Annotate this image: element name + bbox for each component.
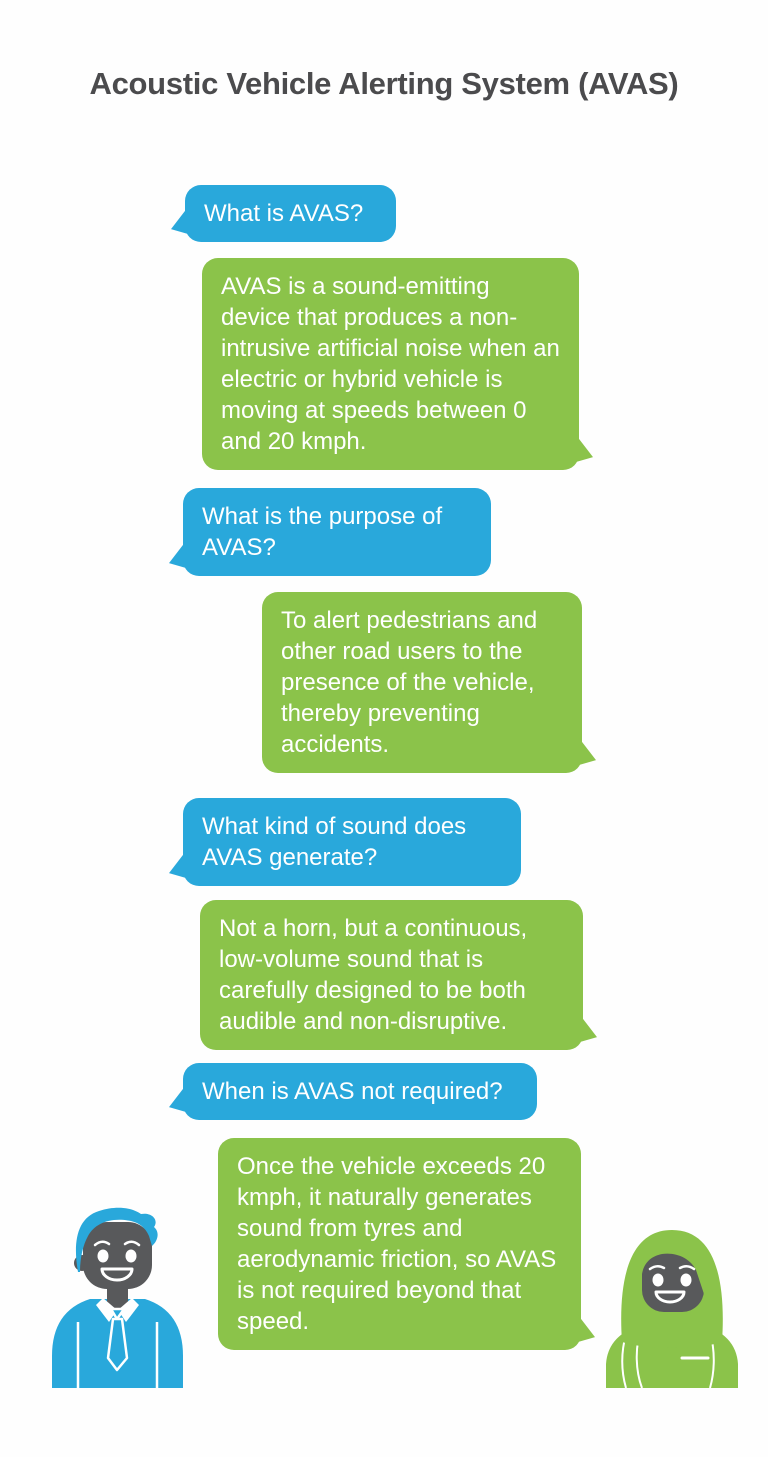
woman-avatar-icon: [598, 1222, 746, 1388]
answer-bubble-1: AVAS is a sound-emitting device that produces a non-intrusive artificial noise when an electric or hybrid vehicle is moving at speeds between 0 and 20 kmph.: [202, 258, 579, 470]
man-avatar-icon: [45, 1206, 190, 1388]
answer-bubble-2: To alert pedestrians and other road users to the presence of the vehicle, thereby preventing accidents.: [262, 592, 582, 773]
question-bubble-4: When is AVAS not required?: [183, 1063, 537, 1120]
question-bubble-2: What is the purpose of AVAS?: [183, 488, 491, 576]
page-title: Acoustic Vehicle Alerting System (AVAS): [89, 66, 679, 101]
answer-bubble-3: Not a horn, but a continuous, low-volume sound that is carefully designed to be both audible and non-disruptive.: [200, 900, 583, 1050]
answer-bubble-4: Once the vehicle exceeds 20 kmph, it naturally generates sound from tyres and aerodynamic friction, so AVAS is not required beyond that speed.: [218, 1138, 581, 1350]
question-bubble-1: What is AVAS?: [185, 185, 396, 242]
question-bubble-3: What kind of sound does AVAS generate?: [183, 798, 521, 886]
